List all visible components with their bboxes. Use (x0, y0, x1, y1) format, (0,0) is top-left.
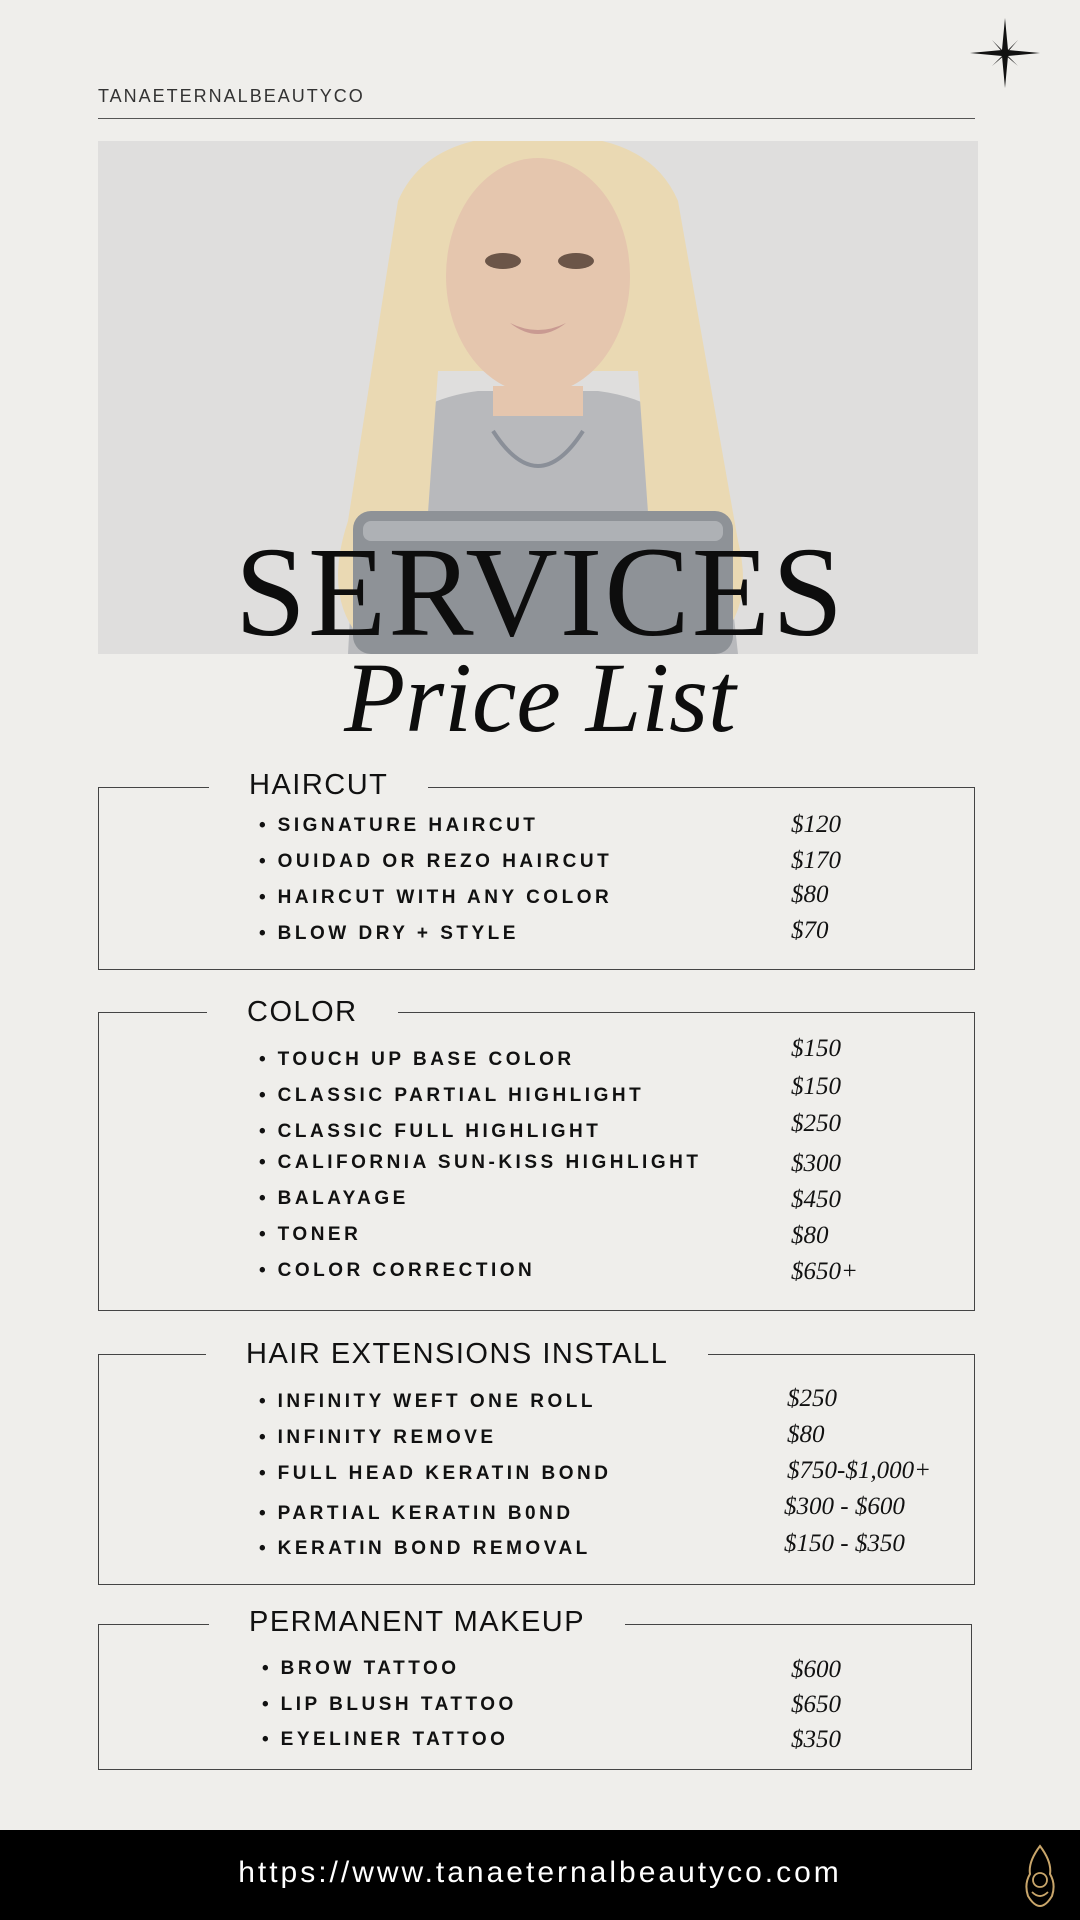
service-name: • LIP BLUSH TATTOO (262, 1694, 517, 1716)
service-name: • BROW TATTOO (262, 1658, 460, 1680)
price-row (99, 1260, 974, 1290)
price-row (99, 1457, 974, 1493)
price-row (99, 917, 974, 953)
price-row (99, 1385, 974, 1421)
service-name: • OUIDAD OR REZO HAIRCUT (259, 851, 612, 873)
flame-face-logo-icon (1020, 1844, 1060, 1908)
page-subtitle: Price List (344, 642, 736, 753)
service-price: $150 - $350 (784, 1530, 905, 1557)
service-price: $650+ (791, 1258, 858, 1285)
service-price: $80 (791, 1222, 829, 1249)
website-link[interactable]: https://www.tanaeternalbeautyco.com (238, 1856, 842, 1889)
service-name: • SIGNATURE HAIRCUT (259, 815, 538, 837)
service-price: $250 (791, 1110, 841, 1137)
service-name: • COLOR CORRECTION (259, 1260, 535, 1282)
price-row (99, 1658, 971, 1688)
service-name: • BLOW DRY + STYLE (259, 923, 519, 945)
service-price: $450 (791, 1186, 841, 1213)
service-price: $150 (791, 1035, 841, 1062)
color-section (98, 996, 975, 1311)
service-name: • CLASSIC FULL HIGHLIGHT (259, 1121, 601, 1143)
section-title: HAIRCUT (209, 771, 428, 800)
service-name: • FULL HEAD KERATIN BOND (259, 1463, 612, 1485)
price-row (99, 1224, 974, 1254)
sparkle-star-icon (970, 18, 1040, 88)
service-price: $120 (791, 811, 841, 838)
service-price: $70 (791, 917, 829, 944)
service-price: $300 - $600 (784, 1493, 905, 1520)
service-price: $250 (787, 1385, 837, 1412)
section-title: COLOR (207, 998, 398, 1027)
price-row (99, 1110, 974, 1151)
hair-extensions-section (98, 1338, 975, 1585)
price-row (99, 1530, 974, 1568)
footer-bar (0, 1830, 1080, 1920)
header-divider (98, 118, 975, 119)
permanent-makeup-section (98, 1606, 972, 1770)
service-price: $600 (791, 1656, 841, 1683)
service-price: $150 (791, 1073, 841, 1100)
price-row (99, 1152, 974, 1182)
service-price: $350 (791, 1726, 841, 1753)
service-price: $80 (787, 1421, 825, 1448)
service-name: • TONER (259, 1224, 361, 1246)
service-name: • CLASSIC PARTIAL HIGHLIGHT (259, 1085, 644, 1107)
service-price: $300 (791, 1150, 841, 1177)
price-row (99, 1691, 971, 1724)
service-name: • INFINITY WEFT ONE ROLL (259, 1391, 596, 1413)
service-price: $170 (791, 847, 841, 874)
section-title: PERMANENT MAKEUP (209, 1608, 625, 1637)
price-row (99, 847, 974, 881)
page-title: SERVICES (234, 521, 846, 663)
service-name: • INFINITY REMOVE (259, 1427, 497, 1449)
section-title: HAIR EXTENSIONS INSTALL (206, 1340, 708, 1369)
service-name: • PARTIAL KERATIN B0ND (259, 1503, 574, 1525)
service-name: • KERATIN BOND REMOVAL (259, 1538, 591, 1560)
price-row (99, 1493, 974, 1533)
haircut-section (98, 769, 975, 970)
service-price: $650 (791, 1691, 841, 1718)
service-name: • CALIFORNIA SUN-KISS HIGHLIGHT (259, 1152, 701, 1174)
price-row (99, 1726, 971, 1759)
service-name: • HAIRCUT WITH ANY COLOR (259, 887, 612, 909)
service-name: • BALAYAGE (259, 1188, 409, 1210)
service-name: • EYELINER TATTOO (262, 1729, 508, 1751)
service-price: $750-$1,000+ (787, 1457, 931, 1484)
price-row (99, 1188, 974, 1218)
price-row (99, 1035, 974, 1079)
price-row (99, 1421, 974, 1457)
price-row (99, 811, 974, 845)
service-name: • TOUCH UP BASE COLOR (259, 1049, 575, 1071)
brand-name: TANAETERNALBEAUTYCO (98, 86, 365, 106)
price-row (99, 881, 974, 917)
service-price: $80 (791, 881, 829, 908)
price-row (99, 1073, 974, 1115)
